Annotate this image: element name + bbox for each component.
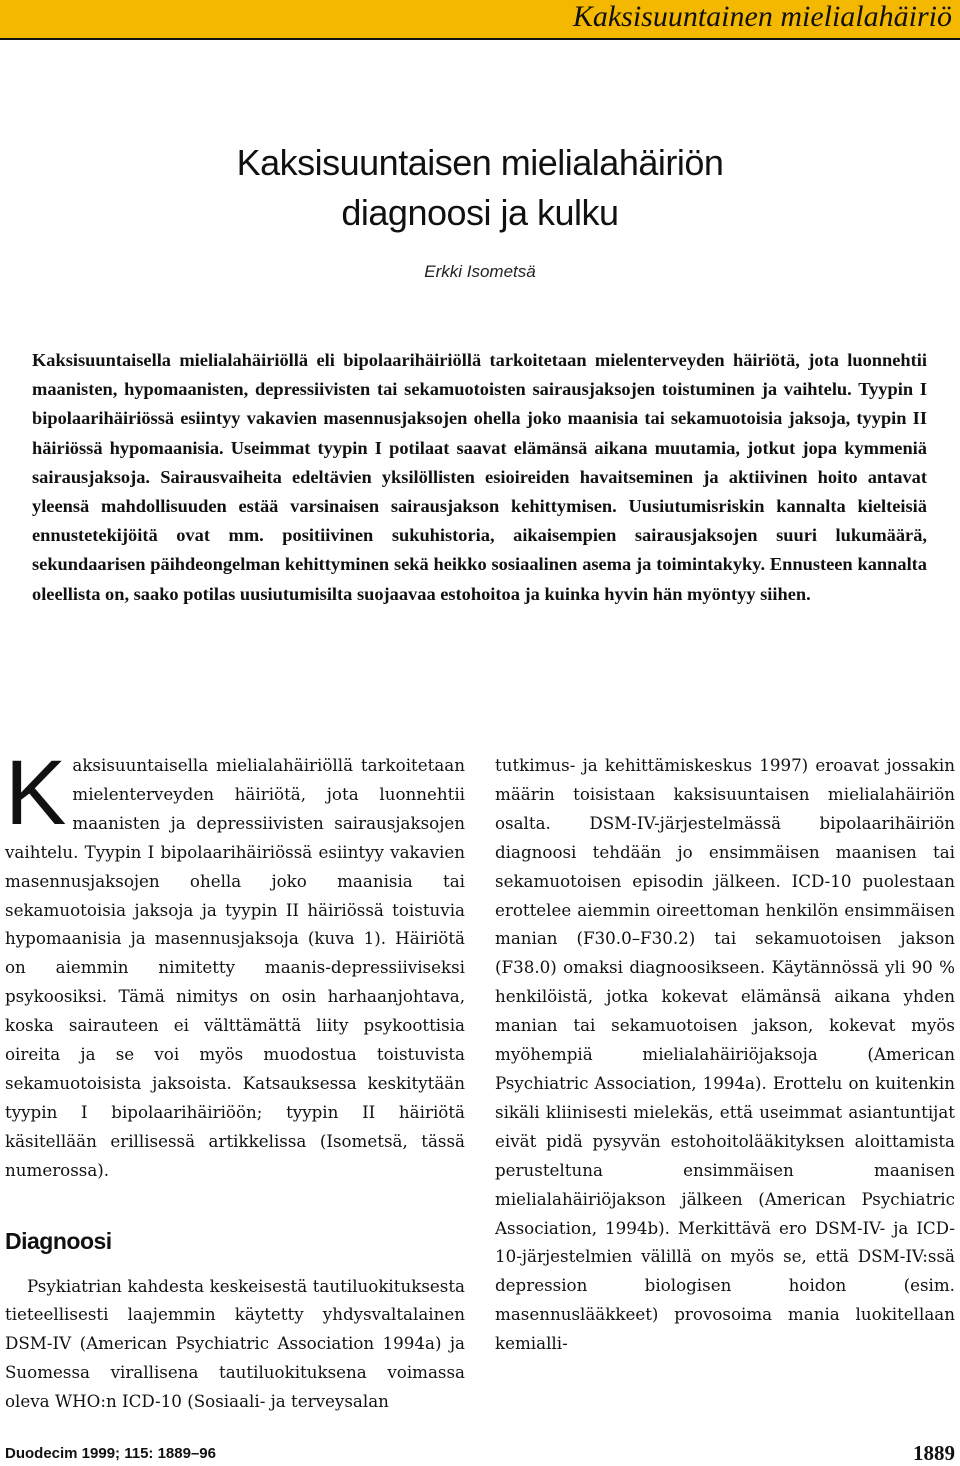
title-line-2: diagnoosi ja kulku xyxy=(341,192,619,233)
diagnoosi-paragraph-start: Psykiatrian kahdesta keskeisestä tautiluokituksesta tieteellisesti laajemmin käytetty yhdysvaltalainen DSM-IV (American Psychiatric Association 1994a) ja Suomessa virallisena tautiluokituksena voimassa oleva WHO:n ICD-10 (Sosiaali- ja terveysalan xyxy=(5,1275,465,1412)
header-rule xyxy=(0,38,960,40)
intro-text: aksisuuntaisella mielialahäiriöllä tarkoitetaan mielenterveyden häiriötä, jota luonnehtii maanisten ja depressiivisten sairausjaksojen vaihtelu. Tyypin I bipolaarihäiriössä esiintyy vakavien masennusjaksojen ohella joko maanisia tai sekamuotoisia jaksoja ja tyypin II häiriössä toistuvia hypomaanisia ja masennusjaksoja (kuva 1). Häiriötä on aiemmin nimitetty maanis-depressiiviseksi psykoosiksi. Tämä nimitys on osin harhaanjohtava, koska sairauteen ei välttämättä liity psykoottisia oireita ja se voi myös muodostua toistuvista sekamuotoisista jaksoista. Katsauksessa keskitytään tyypin I bipolaarihäiriöön; tyypin II häiriötä käsitellään erillisessä artikkelissa (Isometsä, tässä numerossa). xyxy=(5,755,465,1180)
diagnoosi-paragraph-continued: tutkimus- ja kehittämiskeskus 1997) eroavat jossakin määrin toisistaan kaksisuuntaisen mielialahäiriön osalta. DSM-IV-järjestelmässä bipolaarihäiriön diagnoosi tehdään jo ensimmäisen maanisen tai sekamuotoisen episodin jälkeen. ICD-10 puolestaan erottelee aiemmin oireettoman henkilön ensimmäisen manian (F30.0–F30.2) tai sekamuotoisen jakson (F38.0) omaksi diagnoosikseen. Käytännössä yli 90 % henkilöistä, jotka kokevat elämänsä aikana yhden manian tai sekamuotoisen jakson, kokevat myös myöhempiä mielialahäiriöjaksoja (American Psychiatric Association, 1994a). Erottelu on kuitenkin sikäli kliinisesti mielekäs, että useimmat asiantuntijat eivät pidä pysyvän estohoitolääkityksen aloittamista perusteltuna ensimmäisen maanisen mielialahäiriöjakson jälkeen (American Psychiatric Association, 1994b). Merkittävä ero DSM-IV- ja ICD-10-järjestelmien välillä on myös se, että DSM-IV:ssä depression biologisen hoidon (esim. masennuslääkkeet) provosoima mania luokitellaan kemialli- xyxy=(495,755,955,1354)
footer-citation: Duodecim 1999; 115: 1889–96 xyxy=(5,1445,216,1462)
body-column-right xyxy=(495,751,955,1358)
body-column-left xyxy=(5,742,465,1416)
abstract: Kaksisuuntaisella mielialahäiriöllä eli bipolaarihäiriöllä tarkoitetaan mielenterveyden häiriötä, jota luonnehtii maanisten, hypomaanisten, depressiivisten tai sekamuotoisten sairausjaksojen toistuminen ja vaihtelu. Tyypin I bipolaarihäiriössä esiintyy vakavien masennusjaksojen ohella joko maanisia tai sekamuotoisia jaksoja, tyypin II häiriössä hypomaanisia. Useimmat tyypin I potilaat saavat elämänsä aikana muutamia, jotkut jopa kymmeniä sairausjaksoja. Sairausvaiheita edeltävien yksilöllisten esioireiden havaitseminen ja aktiivinen hoito antavat yleensä mahdollisuuden estää varsinaisen sairausjakson kehittymisen. Uusiutumisriskin kannalta kielteisiä ennustetekijöitä ovat mm. positiivinen sukuhistoria, aikaisempien sairausjaksojen suuri lukumäärä, sekundaarisen päihdeongelman kehittyminen sekä heikko sosiaalinen asema ja toimintakyky. Ennusteen kannalta oleellista on, saako potilas uusiutumisilta suojaavaa estohoitoa ja kuinka hyvin hän myöntyy siihen. xyxy=(32,350,927,604)
article-title xyxy=(0,138,960,238)
title-line-1: Kaksisuuntaisen mielialahäiriön xyxy=(236,142,724,183)
section-heading-diagnoosi: Diagnoosi xyxy=(5,1227,112,1254)
author-name: Erkki Isometsä xyxy=(424,262,536,281)
header-bar xyxy=(0,0,960,38)
drop-cap: K xyxy=(5,742,67,844)
intro-paragraph xyxy=(5,742,465,1185)
page-number: 1889 xyxy=(913,1441,955,1465)
running-header-title: Kaksisuuntainen mielialahäiriö xyxy=(572,0,952,33)
